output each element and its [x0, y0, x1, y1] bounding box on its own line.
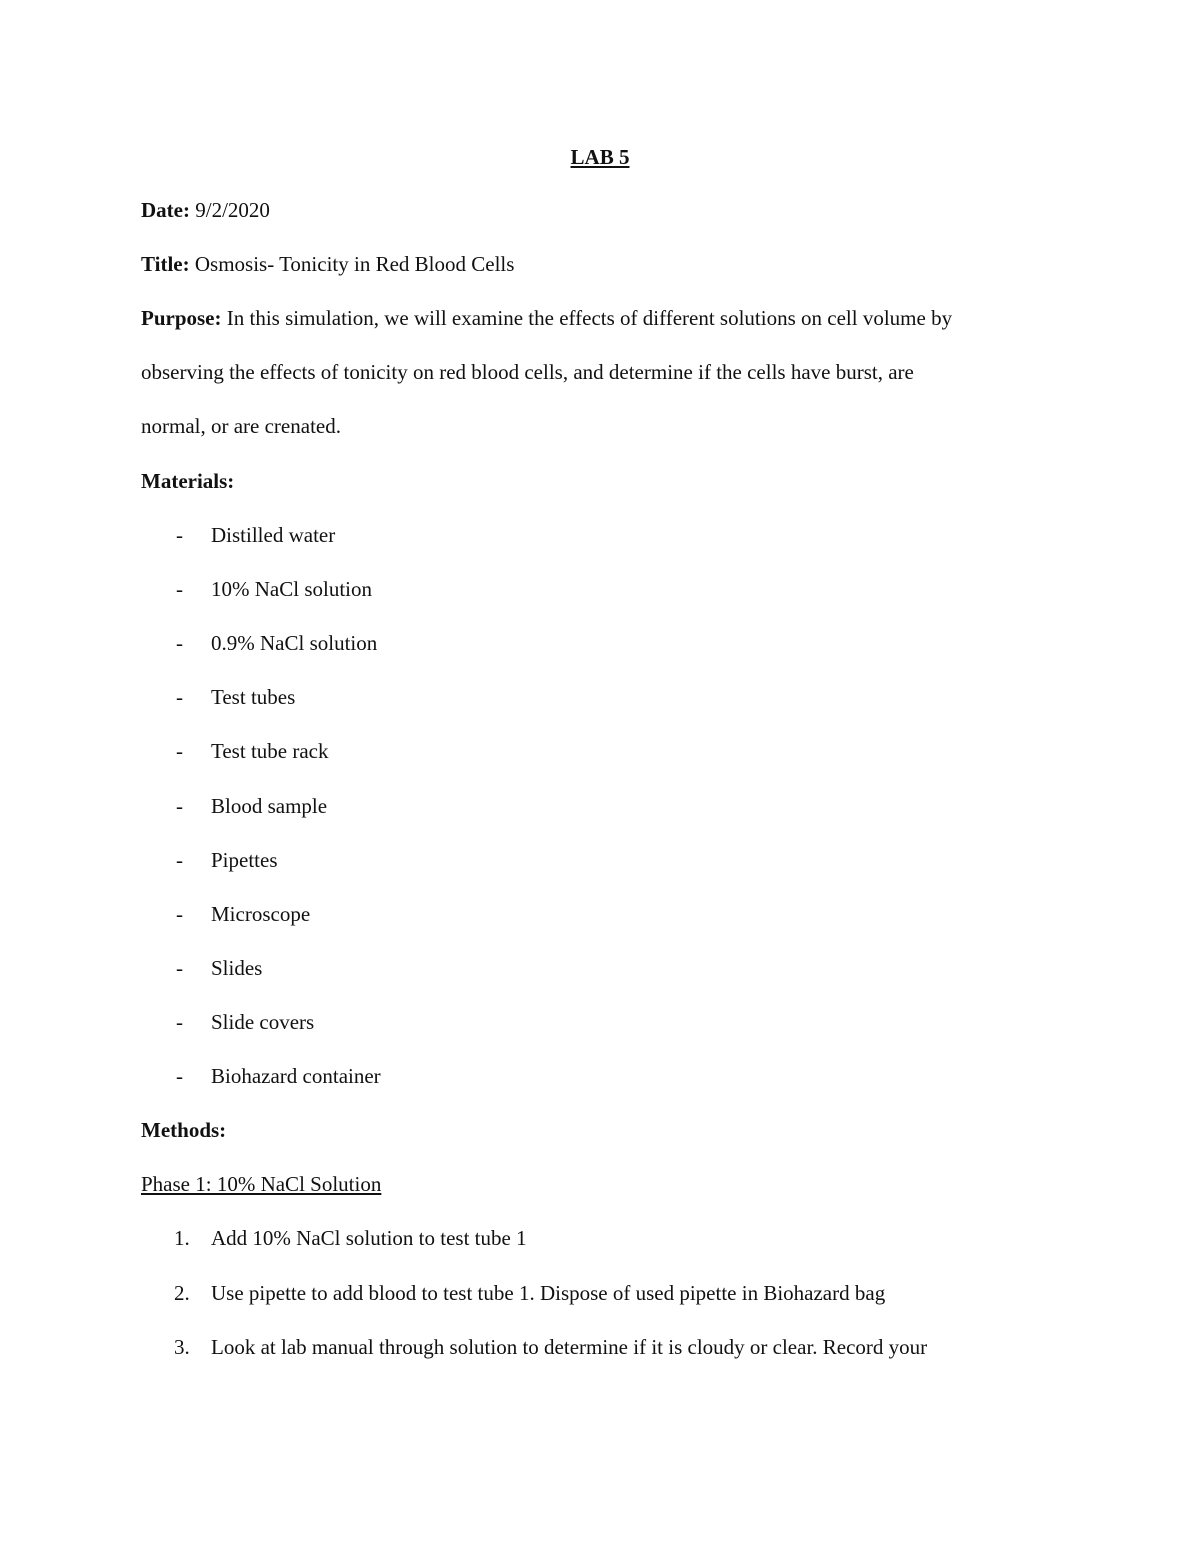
materials-heading: Materials:	[141, 469, 235, 493]
purpose-text-2: observing the effects of tonicity on red blood cells, and determine if the cells have burst, are	[141, 360, 914, 384]
title-value: Osmosis- Tonicity in Red Blood Cells	[194, 252, 515, 276]
bullet-dash: -	[176, 794, 183, 818]
material-item: Microscope	[211, 902, 311, 926]
bullet-dash: -	[176, 1010, 183, 1034]
bullet-dash: -	[176, 685, 183, 709]
title-line	[141, 251, 514, 277]
step-number: 2.	[174, 1281, 190, 1305]
bullet-dash: -	[176, 1064, 183, 1088]
material-item: Slide covers	[211, 1010, 315, 1034]
step-text: Add 10% NaCl solution to test tube 1	[211, 1226, 527, 1250]
material-item: Biohazard container	[211, 1064, 381, 1088]
bullet-dash: -	[176, 848, 183, 872]
bullet-dash: -	[176, 523, 183, 547]
date-value: 9/2/2020	[195, 198, 270, 222]
methods-heading: Methods:	[141, 1118, 227, 1142]
material-item: Test tube rack	[211, 739, 329, 763]
purpose-label: Purpose:	[141, 306, 222, 330]
purpose-text-1: In this simulation, we will examine the effects of different solutions on cell volume by	[226, 306, 953, 330]
bullet-dash: -	[176, 902, 183, 926]
material-item: 0.9% NaCl solution	[211, 631, 378, 655]
step-text: Look at lab manual through solution to determine if it is cloudy or clear. Record your	[211, 1335, 928, 1359]
material-item: Test tubes	[211, 685, 296, 709]
material-item: 10% NaCl solution	[211, 577, 372, 601]
bullet-dash: -	[176, 631, 183, 655]
document-title: LAB 5	[570, 145, 630, 169]
date-line	[141, 197, 270, 223]
purpose-line-1	[141, 305, 952, 331]
material-item: Blood sample	[211, 794, 328, 818]
bullet-dash: -	[176, 956, 183, 980]
step-number: 1.	[174, 1226, 190, 1250]
purpose-text-3: normal, or are crenated.	[141, 414, 341, 438]
material-item: Slides	[211, 956, 263, 980]
phase1-heading: Phase 1: 10% NaCl Solution	[141, 1172, 382, 1196]
material-item: Distilled water	[211, 523, 336, 547]
material-item: Pipettes	[211, 848, 278, 872]
date-label: Date:	[141, 198, 190, 222]
step-number: 3.	[174, 1335, 190, 1359]
step-text: Use pipette to add blood to test tube 1. Dispose of used pipette in Biohazard bag	[211, 1281, 886, 1305]
bullet-dash: -	[176, 577, 183, 601]
bullet-dash: -	[176, 739, 183, 763]
title-label: Title:	[141, 252, 190, 276]
